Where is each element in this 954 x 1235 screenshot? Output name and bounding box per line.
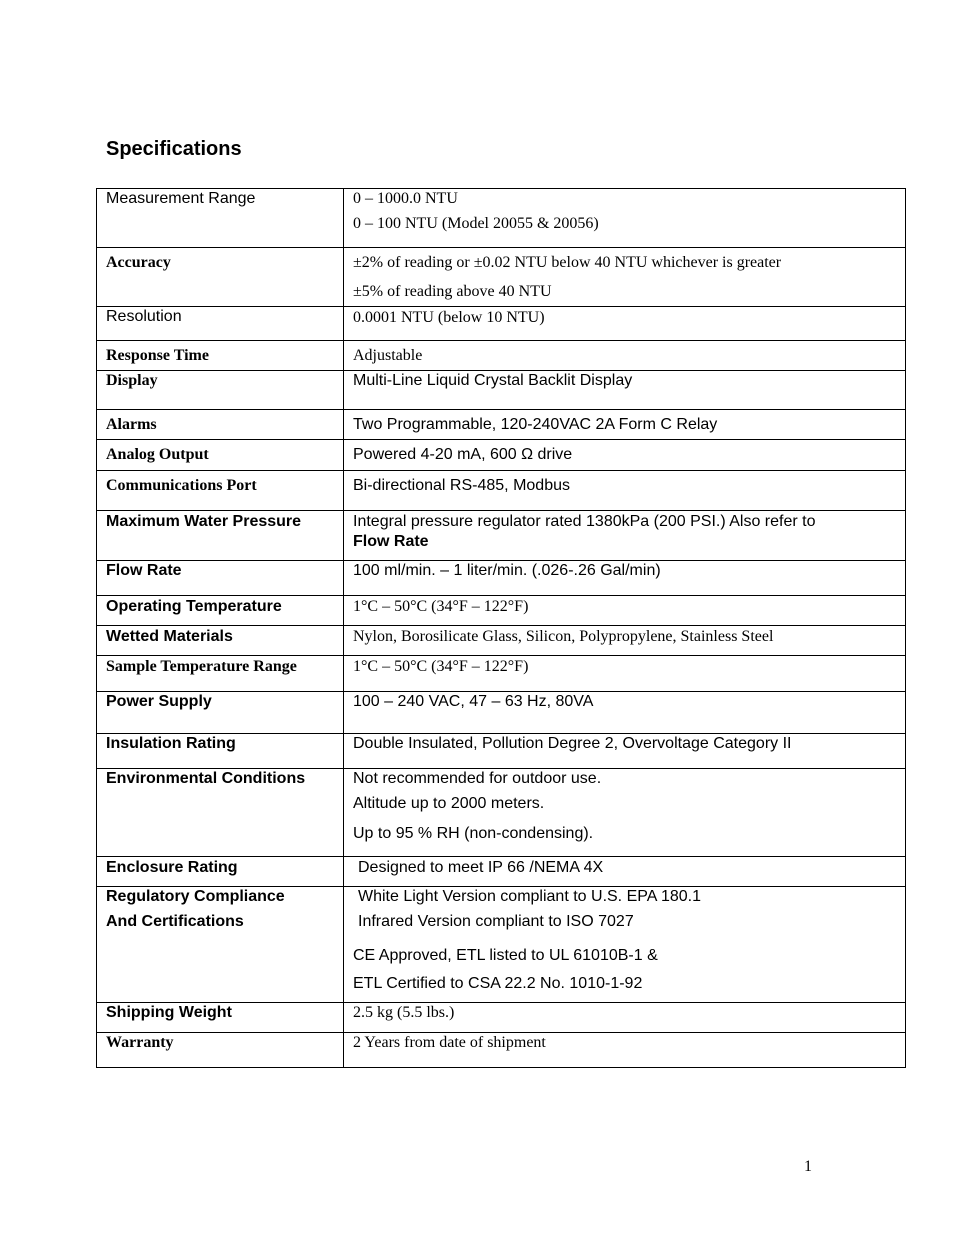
spec-label: Shipping Weight (97, 1003, 344, 1033)
spec-label: Wetted Materials (97, 626, 344, 656)
spec-value: 1°C – 50°C (34°F – 122°F) (344, 596, 906, 626)
spec-value: White Light Version compliant to U.S. EPA 180.1 Infrared Version compliant to ISO 7027 CE Approved, ETL listed to UL 61010B-1 & ETL Certified to CSA 22.2 No. 1010-1-92 (344, 887, 906, 1003)
spec-label: Sample Temperature Range (97, 656, 344, 692)
spec-value: Double Insulated, Pollution Degree 2, Overvoltage Category II (344, 734, 906, 769)
spec-label: Maximum Water Pressure (97, 511, 344, 561)
page-number: 1 (804, 1158, 812, 1175)
specifications-table (96, 188, 906, 1068)
table-row (97, 307, 906, 341)
table-row (97, 1033, 906, 1068)
table-row (97, 626, 906, 656)
spec-value: Nylon, Borosilicate Glass, Silicon, Polypropylene, Stainless Steel (344, 626, 906, 656)
spec-label: Alarms (97, 410, 344, 440)
table-row (97, 857, 906, 887)
spec-value: 2 Years from date of shipment (344, 1033, 906, 1068)
table-row (97, 596, 906, 626)
spec-value: Integral pressure regulator rated 1380kPa (200 PSI.) Also refer to Flow Rate (344, 511, 906, 561)
spec-label: Power Supply (97, 692, 344, 734)
spec-label: Response Time (97, 341, 344, 371)
table-row (97, 471, 906, 511)
table-row (97, 341, 906, 371)
spec-value: 2.5 kg (5.5 lbs.) (344, 1003, 906, 1033)
spec-label: Analog Output (97, 440, 344, 471)
spec-value: Powered 4-20 mA, 600 Ω drive (344, 440, 906, 471)
spec-label: Communications Port (97, 471, 344, 511)
table-row (97, 887, 906, 1003)
spec-label: Flow Rate (97, 561, 344, 596)
table-row (97, 371, 906, 410)
spec-value: Adjustable (344, 341, 906, 371)
spec-value: 100 ml/min. – 1 liter/min. (.026-.26 Gal/min) (344, 561, 906, 596)
table-row (97, 189, 906, 248)
spec-value: Bi-directional RS-485, Modbus (344, 471, 906, 511)
spec-label: Regulatory Compliance And Certifications (97, 887, 344, 1003)
spec-value: Not recommended for outdoor use. Altitude up to 2000 meters. Up to 95 % RH (non-condensing). (344, 769, 906, 857)
spec-label: Insulation Rating (97, 734, 344, 769)
spec-label: Warranty (97, 1033, 344, 1068)
spec-label: Accuracy (97, 248, 344, 307)
spec-label: Environmental Conditions (97, 769, 344, 857)
table-row (97, 656, 906, 692)
table-row (97, 511, 906, 561)
table-row (97, 561, 906, 596)
spec-label: Display (97, 371, 344, 410)
spec-label: Enclosure Rating (97, 857, 344, 887)
table-row (97, 734, 906, 769)
table-row (97, 769, 906, 857)
table-row (97, 692, 906, 734)
spec-value: Two Programmable, 120-240VAC 2A Form C Relay (344, 410, 906, 440)
spec-label: Resolution (97, 307, 344, 341)
table-row (97, 410, 906, 440)
table-row (97, 248, 906, 307)
spec-value: Multi-Line Liquid Crystal Backlit Display (344, 371, 906, 410)
spec-value: Designed to meet IP 66 /NEMA 4X (344, 857, 906, 887)
spec-value: 0.0001 NTU (below 10 NTU) (344, 307, 906, 341)
page-title: Specifications (106, 138, 242, 160)
spec-value: 1°C – 50°C (34°F – 122°F) (344, 656, 906, 692)
spec-label: Operating Temperature (97, 596, 344, 626)
spec-value: 100 – 240 VAC, 47 – 63 Hz, 80VA (344, 692, 906, 734)
spec-value: ±2% of reading or ±0.02 NTU below 40 NTU whichever is greater ±5% of reading above 40 NTU (344, 248, 906, 307)
spec-value: 0 – 1000.0 NTU 0 – 100 NTU (Model 20055 & 20056) (344, 189, 906, 248)
spec-label: Measurement Range (97, 189, 344, 248)
table-row (97, 440, 906, 471)
table-row (97, 1003, 906, 1033)
